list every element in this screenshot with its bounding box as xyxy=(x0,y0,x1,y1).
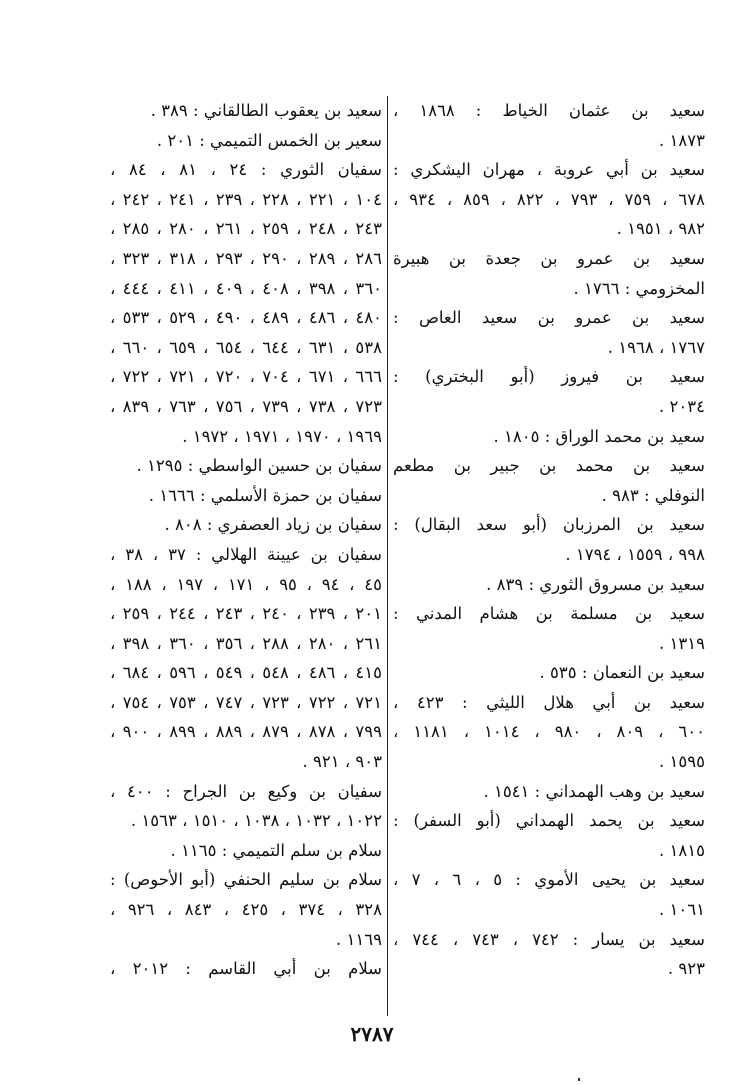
index-line: ٤٨٠ ، ٤٨٦ ، ٤٨٩ ، ٤٩٠ ، ٥٢٩ ، ٥٣٣ ، xyxy=(110,308,382,328)
index-line: ٣٦٠ ، ٣٩٨ ، ٤٠٨ ، ٤٠٩ ، ٤١١ ، ٤٤٤ ، xyxy=(110,278,382,298)
index-line: سفيان الثوري : ٢٤ ، ٨١ ، ٨٤ ، xyxy=(110,160,382,180)
index-line: سعيد بن وهب الهمداني : ١٥٤١ . xyxy=(483,781,705,801)
index-line: ١٠٦١ . xyxy=(659,900,705,920)
index-line: سعيد بن أبي عروبة ، مهران اليشكري : xyxy=(393,160,705,180)
index-line: النوفلي : ٩٨٣ . xyxy=(601,485,705,505)
index-line: ٩٨٢ ، ١٩٥١ . xyxy=(616,219,705,239)
index-line: ٦٠٠ ، ٨٠٩ ، ٩٨٠ ، ١٠١٤ ، ١١٨١ ، xyxy=(393,722,705,742)
index-line: ٢٠١ ، ٢٣٩ ، ٢٤٠ ، ٢٤٣ ، ٢٤٤ ، ٢٥٩ ، xyxy=(110,604,382,624)
index-line: ١٩٦٩ ، ١٩٧٠ ، ١٩٧١ ، ١٩٧٢ . xyxy=(182,426,382,446)
index-line: سفيان بن زياد العصفري : ٨٠٨ . xyxy=(164,515,382,535)
column-divider xyxy=(387,96,388,1016)
index-line: ٧٢٣ ، ٧٣٨ ، ٧٣٩ ، ٧٥٦ ، ٧٦٣ ، ٨٣٩ ، xyxy=(110,396,382,416)
index-line: ٢٦١ ، ٢٨٠ ، ٢٨٨ ، ٣٥٦ ، ٣٦٠ ، ٣٩٨ ، xyxy=(110,633,382,653)
index-line: ١٥٩٥ . xyxy=(659,752,705,772)
index-line: سعيد بن محمد الوراق : ١٨٠٥ . xyxy=(493,426,705,446)
index-line: سعيد بن مسروق الثوري : ٨٣٩ . xyxy=(486,574,705,594)
index-line: سعيد بن يحيى الأموي : ٥ ، ٦ ، ٧ ، xyxy=(393,870,705,890)
page-number: ٢٧٨٧ xyxy=(350,1022,394,1046)
index-line: سعيد بن عثمان الخياط : ١٨٦٨ ، xyxy=(393,101,705,120)
index-line: سعيد بن يحمد الهمداني (أبو السفر) : xyxy=(393,811,705,831)
index-line: سعيد بن أبي هلال الليثي : ٤٢٣ ، xyxy=(393,692,705,712)
index-line: ١٧٦٧ ، ١٩٦٨ . xyxy=(607,337,705,357)
index-line: سعيد بن يسار : ٧٤٢ ، ٧٤٣ ، ٧٤٤ ، xyxy=(393,929,705,949)
index-line: ٩٩٨ ، ١٥٥٩ ، ١٧٩٤ . xyxy=(565,544,705,564)
index-line: ١٨١٥ . xyxy=(659,840,705,860)
index-line: سعيد بن فيروز (أبو البختري) : xyxy=(393,367,705,387)
index-line: ٢٨٦ ، ٢٨٩ ، ٢٩٠ ، ٢٩٣ ، ٣١٨ ، ٣٢٣ ، xyxy=(110,248,382,268)
index-line: ١٠٤ ، ٢٢١ ، ٢٢٨ ، ٢٣٩ ، ٢٤١ ، ٢٤٢ ، xyxy=(110,189,382,209)
index-line: ٢٤٣ ، ٢٤٨ ، ٢٥٩ ، ٢٦١ ، ٢٨٠ ، ٢٨٥ ، xyxy=(110,219,382,239)
index-line: سعيد بن عمرو بن جعدة بن هبيرة xyxy=(393,248,705,268)
right-column xyxy=(393,96,705,984)
index-line: ١١٦٩ . xyxy=(336,929,382,949)
index-line: سعيد بن المرزبان (أبو سعد البقال) : xyxy=(393,515,705,535)
index-line: ٦٦٦ ، ٦٧١ ، ٧٠٤ ، ٧٢٠ ، ٧٢١ ، ٧٢٢ ، xyxy=(110,367,382,387)
index-line: سفيان بن حمزة الأسلمي : ١٦٦٦ . xyxy=(148,485,382,505)
index-line: سعيد بن يعقوب الطالقاني : ٣٨٩ . xyxy=(150,101,382,120)
index-line: سعيد بن مسلمة بن هشام المدني : xyxy=(393,604,705,624)
index-line: سعيد بن النعمان : ٥٣٥ . xyxy=(539,663,705,683)
index-line: سلام بن سلم التميمي : ١١٦٥ . xyxy=(170,840,382,860)
index-line: سعير بن الخمس التميمي : ٢٠١ . xyxy=(156,130,382,150)
print-speck xyxy=(578,1078,580,1081)
left-column xyxy=(110,96,382,984)
index-line: ١٠٢٢ ، ١٠٣٢ ، ١٠٣٨ ، ١٥١٠ ، ١٥٦٣ . xyxy=(130,811,382,831)
index-line: سعيد بن محمد بن جبير بن مطعم xyxy=(393,456,705,476)
index-line: سلام بن أبي القاسم : ٢٠١٢ ، xyxy=(110,959,382,979)
index-line: ٤٥ ، ٩٤ ، ٩٥ ، ١٧١ ، ١٩٧ ، ١٨٨ ، xyxy=(110,574,382,594)
index-line: سعيد بن عمرو بن سعيد العاص : xyxy=(393,308,705,328)
index-line: ٩٠٣ ، ٩٢١ . xyxy=(302,752,382,772)
index-line: ١٣١٩ . xyxy=(659,633,705,653)
index-line: ٧٢١ ، ٧٢٢ ، ٧٢٣ ، ٧٤٧ ، ٧٥٣ ، ٧٥٤ ، xyxy=(110,692,382,712)
index-line: ١٨٧٣ . xyxy=(659,130,705,150)
index-line: ٢٠٣٤ . xyxy=(659,396,705,416)
index-line: ٦٧٨ ، ٧٥٩ ، ٧٩٣ ، ٨٢٢ ، ٨٥٩ ، ٩٣٤ ، xyxy=(393,189,705,209)
index-line: ٧٩٩ ، ٨٧٨ ، ٨٧٩ ، ٨٨٩ ، ٨٩٩ ، ٩٠٠ ، xyxy=(110,722,382,742)
index-line: سفيان بن عيينة الهلالي : ٣٧ ، ٣٨ ، xyxy=(110,544,382,564)
index-line: سفيان بن وكيع بن الجراح : ٤٠٠ ، xyxy=(110,781,382,801)
index-line: ٣٢٨ ، ٣٧٤ ، ٤٢٥ ، ٨٤٣ ، ٩٢٦ ، xyxy=(110,900,382,920)
index-line: سلام بن سليم الحنفي (أبو الأحوص) : xyxy=(110,870,382,890)
index-line: سفيان بن حسين الواسطي : ١٢٩٥ . xyxy=(136,456,382,476)
index-line: ٤١٥ ، ٤٨٦ ، ٥٤٨ ، ٥٤٩ ، ٥٩٦ ، ٦٨٤ ، xyxy=(110,663,382,683)
index-line: ٥٣٨ ، ٦٣١ ، ٦٤٤ ، ٦٥٤ ، ٦٥٩ ، ٦٦٠ ، xyxy=(110,337,382,357)
index-line: ٩٢٣ . xyxy=(667,959,705,979)
index-line: المخزومي : ١٧٦٦ . xyxy=(573,278,705,298)
